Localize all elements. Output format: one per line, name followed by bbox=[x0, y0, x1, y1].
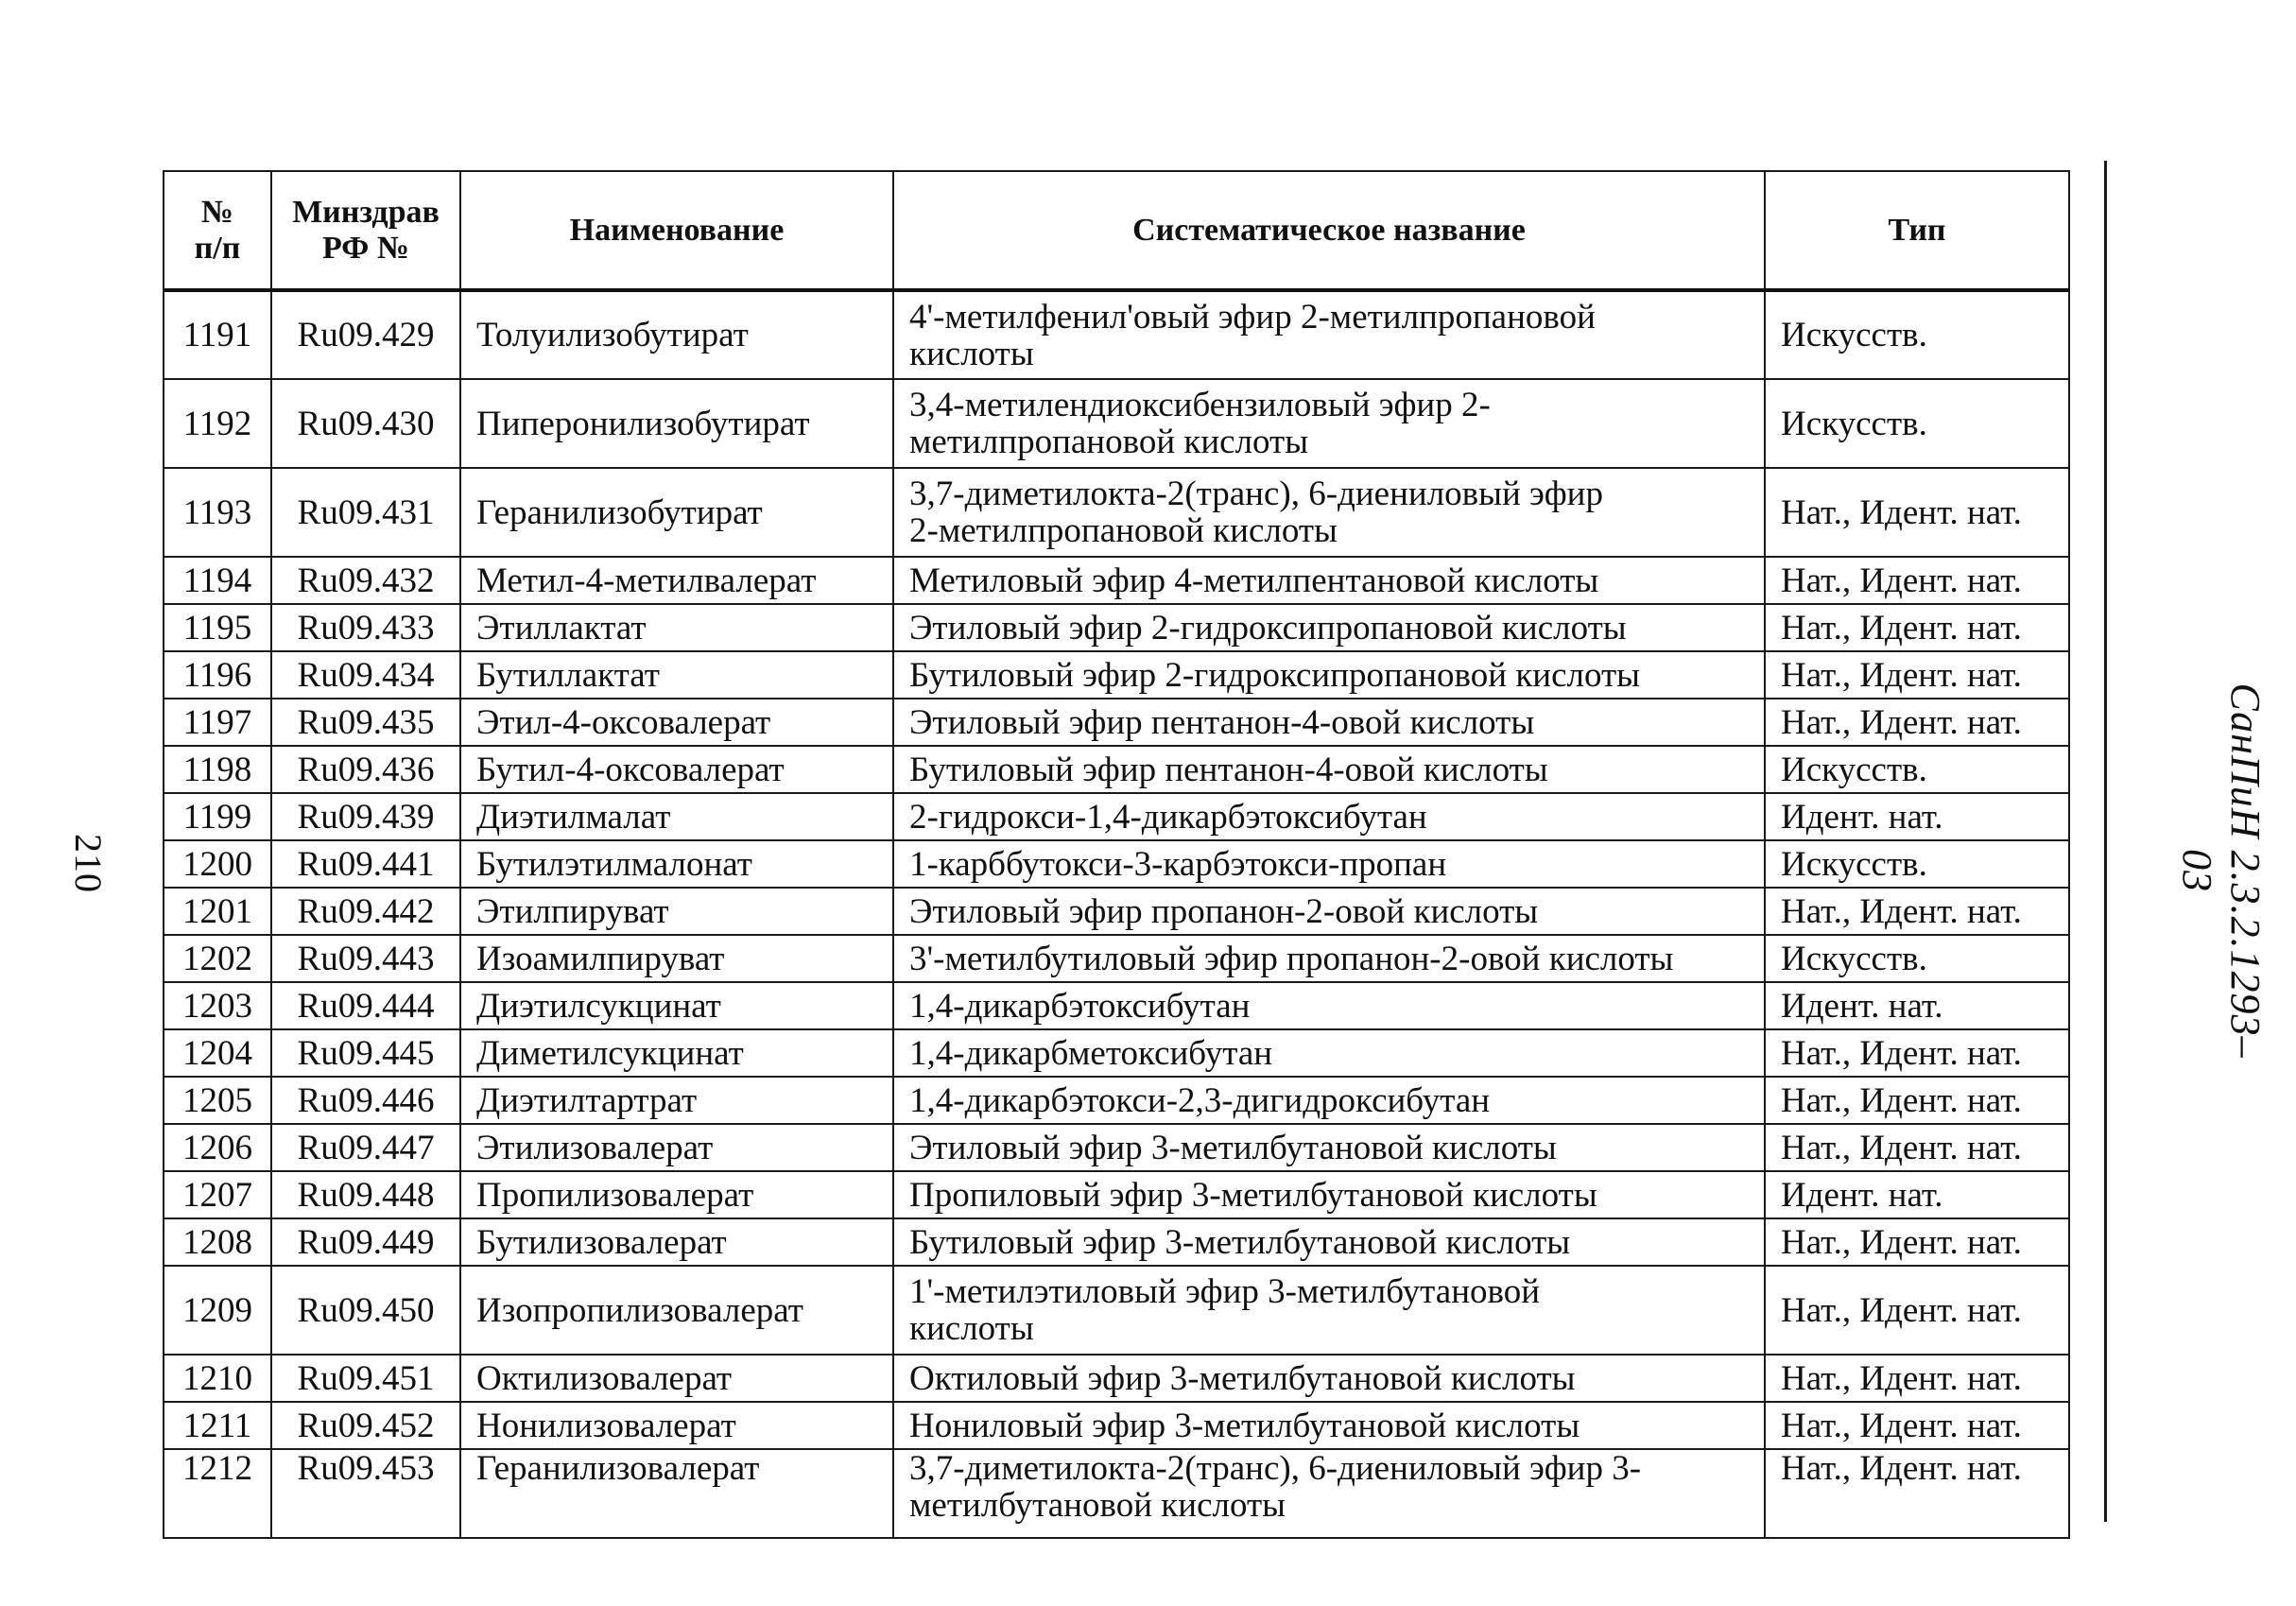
cell-number: 1203 bbox=[164, 982, 271, 1029]
cell-type: Нат., Идент. нат. bbox=[1765, 1355, 2069, 1402]
header-ministry-code: Минздрав РФ № bbox=[271, 171, 460, 290]
cell-number: 1199 bbox=[164, 793, 271, 840]
header-systematic-name: Систематическое название bbox=[893, 171, 1765, 290]
cell-name: Диметилсукцинат bbox=[460, 1029, 893, 1077]
cell-ministry-code: Ru09.446 bbox=[271, 1077, 460, 1124]
header-row bbox=[164, 171, 2069, 290]
cell-systematic-name: Бутиловый эфир пентанон-4-овой кислоты bbox=[893, 746, 1765, 793]
cell-number: 1196 bbox=[164, 651, 271, 699]
cell-ministry-code: Ru09.436 bbox=[271, 746, 460, 793]
cell-type: Нат., Идент. нат. bbox=[1765, 1449, 2069, 1538]
cell-number: 1212 bbox=[164, 1449, 271, 1538]
cell-systematic-name: 3,4-метилендиоксибензиловый эфир 2- метилпропановой кислоты bbox=[893, 379, 1765, 468]
cell-number: 1211 bbox=[164, 1402, 271, 1449]
table-row bbox=[164, 1124, 2069, 1171]
cell-type: Нат., Идент. нат. bbox=[1765, 604, 2069, 651]
cell-number: 1200 bbox=[164, 840, 271, 888]
cell-type: Нат., Идент. нат. bbox=[1765, 557, 2069, 604]
cell-systematic-name: Пропиловый эфир 3-метилбутановой кислоты bbox=[893, 1171, 1765, 1218]
cell-ministry-code: Ru09.435 bbox=[271, 699, 460, 746]
cell-systematic-name: Этиловый эфир 2-гидроксипропановой кислоты bbox=[893, 604, 1765, 651]
cell-ministry-code: Ru09.443 bbox=[271, 935, 460, 982]
cell-type: Искусств. bbox=[1765, 746, 2069, 793]
table-row bbox=[164, 935, 2069, 982]
header-number: № п/п bbox=[164, 171, 271, 290]
cell-number: 1197 bbox=[164, 699, 271, 746]
cell-systematic-name: Бутиловый эфир 2-гидроксипропановой кислоты bbox=[893, 651, 1765, 699]
cell-systematic-name: 3,7-диметилокта-2(транс), 6-диениловый эфир 3- метилбутановой кислоты bbox=[893, 1449, 1765, 1538]
cell-type: Нат., Идент. нат. bbox=[1765, 1402, 2069, 1449]
cell-ministry-code: Ru09.429 bbox=[271, 290, 460, 379]
header-name: Наименование bbox=[460, 171, 893, 290]
cell-name: Диэтилмалат bbox=[460, 793, 893, 840]
cell-systematic-name: Этиловый эфир пропанон-2-овой кислоты bbox=[893, 888, 1765, 935]
cell-number: 1204 bbox=[164, 1029, 271, 1077]
cell-type: Нат., Идент. нат. bbox=[1765, 699, 2069, 746]
page-number: 210 bbox=[67, 834, 110, 893]
table-row bbox=[164, 1449, 2069, 1538]
cell-name: Этилпируват bbox=[460, 888, 893, 935]
cell-number: 1193 bbox=[164, 468, 271, 557]
cell-ministry-code: Ru09.430 bbox=[271, 379, 460, 468]
cell-ministry-code: Ru09.453 bbox=[271, 1449, 460, 1538]
cell-ministry-code: Ru09.431 bbox=[271, 468, 460, 557]
cell-number: 1205 bbox=[164, 1077, 271, 1124]
table-row bbox=[164, 557, 2069, 604]
cell-type: Искусств. bbox=[1765, 290, 2069, 379]
cell-name: Нонилизовалерат bbox=[460, 1402, 893, 1449]
cell-systematic-name: 2-гидрокси-1,4-дикарбэтоксибутан bbox=[893, 793, 1765, 840]
table-row bbox=[164, 468, 2069, 557]
cell-ministry-code: Ru09.449 bbox=[271, 1218, 460, 1266]
cell-systematic-name: Этиловый эфир пентанон-4-овой кислоты bbox=[893, 699, 1765, 746]
cell-name: Геранилизовалерат bbox=[460, 1449, 893, 1538]
cell-name: Пиперонилизобутират bbox=[460, 379, 893, 468]
cell-systematic-name: Бутиловый эфир 3-метилбутановой кислоты bbox=[893, 1218, 1765, 1266]
table-row bbox=[164, 1077, 2069, 1124]
cell-type: Нат., Идент. нат. bbox=[1765, 651, 2069, 699]
cell-name: Диэтилтартрат bbox=[460, 1077, 893, 1124]
cell-name: Октилизовалерат bbox=[460, 1355, 893, 1402]
cell-name: Бутиллактат bbox=[460, 651, 893, 699]
table-row bbox=[164, 840, 2069, 888]
cell-ministry-code: Ru09.442 bbox=[271, 888, 460, 935]
cell-number: 1207 bbox=[164, 1171, 271, 1218]
cell-ministry-code: Ru09.450 bbox=[271, 1266, 460, 1355]
cell-type: Нат., Идент. нат. bbox=[1765, 1266, 2069, 1355]
cell-name: Изоамилпируват bbox=[460, 935, 893, 982]
cell-name: Диэтилсукцинат bbox=[460, 982, 893, 1029]
cell-name: Этил-4-оксовалерат bbox=[460, 699, 893, 746]
margin-rule bbox=[2104, 161, 2107, 1522]
cell-number: 1192 bbox=[164, 379, 271, 468]
cell-name: Бутил-4-оксовалерат bbox=[460, 746, 893, 793]
cell-ministry-code: Ru09.441 bbox=[271, 840, 460, 888]
cell-ministry-code: Ru09.452 bbox=[271, 1402, 460, 1449]
table-row bbox=[164, 379, 2069, 468]
cell-type: Идент. нат. bbox=[1765, 982, 2069, 1029]
cell-type: Нат., Идент. нат. bbox=[1765, 1218, 2069, 1266]
cell-systematic-name: Нониловый эфир 3-метилбутановой кислоты bbox=[893, 1402, 1765, 1449]
cell-type: Искусств. bbox=[1765, 379, 2069, 468]
cell-type: Искусств. bbox=[1765, 935, 2069, 982]
table-row bbox=[164, 793, 2069, 840]
table-row bbox=[164, 982, 2069, 1029]
cell-number: 1208 bbox=[164, 1218, 271, 1266]
cell-number: 1198 bbox=[164, 746, 271, 793]
cell-systematic-name: 3,7-диметилокта-2(транс), 6-диениловый эфир 2-метилпропановой кислоты bbox=[893, 468, 1765, 557]
table-body bbox=[164, 290, 2069, 1538]
cell-name: Изопропилизовалерат bbox=[460, 1266, 893, 1355]
cell-ministry-code: Ru09.445 bbox=[271, 1029, 460, 1077]
cell-number: 1195 bbox=[164, 604, 271, 651]
header-type: Тип bbox=[1765, 171, 2069, 290]
cell-type: Нат., Идент. нат. bbox=[1765, 1029, 2069, 1077]
cell-name: Бутилэтилмалонат bbox=[460, 840, 893, 888]
cell-ministry-code: Ru09.447 bbox=[271, 1124, 460, 1171]
cell-ministry-code: Ru09.451 bbox=[271, 1355, 460, 1402]
cell-type: Искусств. bbox=[1765, 840, 2069, 888]
cell-ministry-code: Ru09.444 bbox=[271, 982, 460, 1029]
cell-number: 1206 bbox=[164, 1124, 271, 1171]
cell-systematic-name: Октиловый эфир 3-метилбутановой кислоты bbox=[893, 1355, 1765, 1402]
cell-systematic-name: 4'-метилфенил'овый эфир 2-метилпропановой кислоты bbox=[893, 290, 1765, 379]
cell-systematic-name: 1,4-дикарбметоксибутан bbox=[893, 1029, 1765, 1077]
table-header bbox=[164, 171, 2069, 290]
cell-ministry-code: Ru09.448 bbox=[271, 1171, 460, 1218]
cell-type: Нат., Идент. нат. bbox=[1765, 1124, 2069, 1171]
cell-systematic-name: Этиловый эфир 3-метилбутановой кислоты bbox=[893, 1124, 1765, 1171]
table-row bbox=[164, 746, 2069, 793]
cell-systematic-name: 1-карббутокси-3-карбэтокси-пропан bbox=[893, 840, 1765, 888]
cell-number: 1194 bbox=[164, 557, 271, 604]
table-row bbox=[164, 1266, 2069, 1355]
table-row bbox=[164, 699, 2069, 746]
cell-ministry-code: Ru09.433 bbox=[271, 604, 460, 651]
table-row bbox=[164, 290, 2069, 379]
table-row bbox=[164, 1171, 2069, 1218]
cell-type: Нат., Идент. нат. bbox=[1765, 468, 2069, 557]
table-row bbox=[164, 1218, 2069, 1266]
cell-number: 1210 bbox=[164, 1355, 271, 1402]
table-row bbox=[164, 604, 2069, 651]
table-row bbox=[164, 1402, 2069, 1449]
cell-name: Толуилизобутират bbox=[460, 290, 893, 379]
cell-number: 1202 bbox=[164, 935, 271, 982]
cell-systematic-name: 1,4-дикарбэтоксибутан bbox=[893, 982, 1765, 1029]
cell-name: Этилизовалерат bbox=[460, 1124, 893, 1171]
cell-type: Идент. нат. bbox=[1765, 1171, 2069, 1218]
cell-name: Этиллактат bbox=[460, 604, 893, 651]
table-row bbox=[164, 888, 2069, 935]
cell-systematic-name: Метиловый эфир 4-метилпентановой кислоты bbox=[893, 557, 1765, 604]
cell-type: Идент. нат. bbox=[1765, 793, 2069, 840]
cell-systematic-name: 3'-метилбутиловый эфир пропанон-2-овой кислоты bbox=[893, 935, 1765, 982]
table-row bbox=[164, 1029, 2069, 1077]
cell-ministry-code: Ru09.439 bbox=[271, 793, 460, 840]
cell-name: Метил-4-метилвалерат bbox=[460, 557, 893, 604]
cell-type: Нат., Идент. нат. bbox=[1765, 888, 2069, 935]
cell-systematic-name: 1,4-дикарбэтокси-2,3-дигидроксибутан bbox=[893, 1077, 1765, 1124]
substances-table bbox=[163, 170, 2070, 1539]
cell-ministry-code: Ru09.434 bbox=[271, 651, 460, 699]
cell-name: Бутилизовалерат bbox=[460, 1218, 893, 1266]
cell-number: 1209 bbox=[164, 1266, 271, 1355]
cell-systematic-name: 1'-метилэтиловый эфир 3-метилбутановой кислоты bbox=[893, 1266, 1765, 1355]
cell-number: 1191 bbox=[164, 290, 271, 379]
table-row bbox=[164, 651, 2069, 699]
cell-name: Геранилизобутират bbox=[460, 468, 893, 557]
cell-ministry-code: Ru09.432 bbox=[271, 557, 460, 604]
cell-type: Нат., Идент. нат. bbox=[1765, 1077, 2069, 1124]
table-row bbox=[164, 1355, 2069, 1402]
document-code: СанПиН 2.3.2.1293–03 bbox=[2174, 682, 2269, 1059]
cell-name: Пропилизовалерат bbox=[460, 1171, 893, 1218]
cell-number: 1201 bbox=[164, 888, 271, 935]
